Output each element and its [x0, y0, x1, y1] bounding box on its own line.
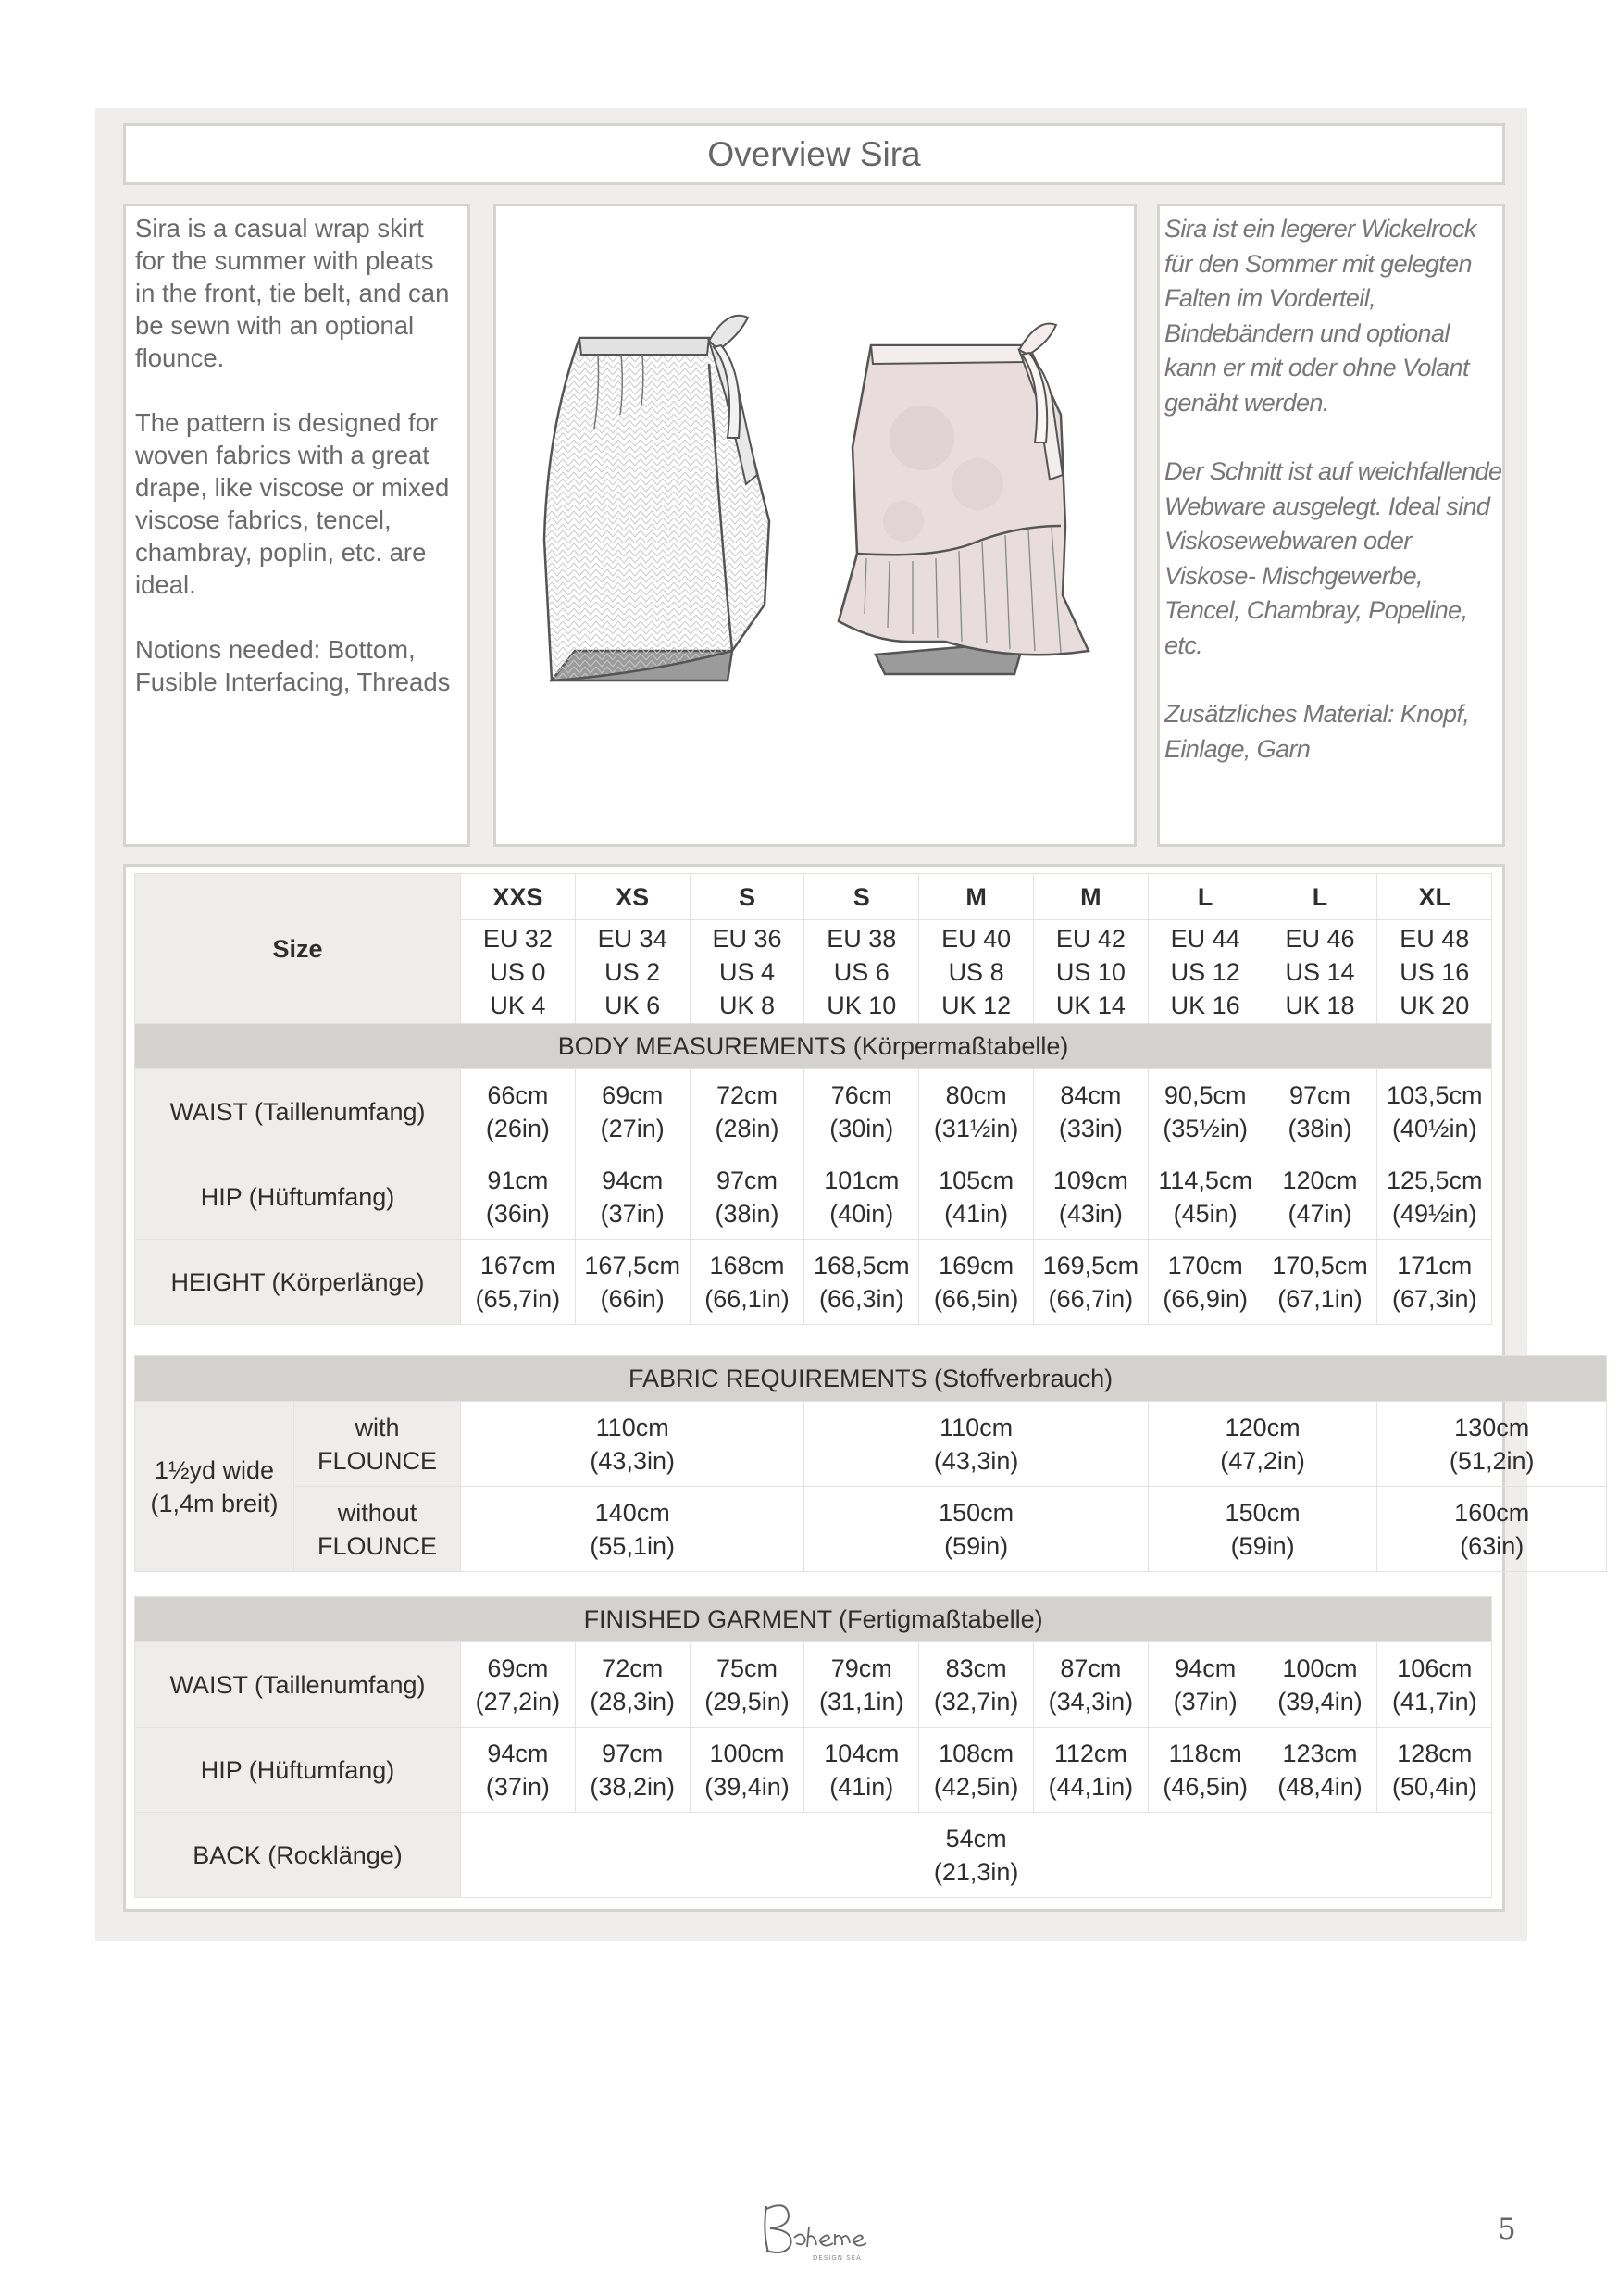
size-conversion — [1033, 920, 1148, 1024]
measurement-value — [804, 1154, 919, 1240]
cell-text: UK 10 — [827, 991, 897, 1019]
cell-text: 83cm — [945, 1653, 1007, 1682]
size-letter — [1033, 874, 1148, 920]
fabric-value — [804, 1487, 1148, 1572]
cell-text: (67,1in) — [1277, 1284, 1363, 1313]
cell-text: XL — [1418, 882, 1451, 911]
size-letter — [804, 874, 919, 920]
cell-text: 90,5cm — [1164, 1080, 1247, 1109]
cell-text: 150cm — [1225, 1498, 1301, 1527]
flounce-label — [294, 1402, 461, 1487]
cell-text: BACK (Rocklänge) — [193, 1841, 403, 1869]
cell-text: 123cm — [1282, 1739, 1358, 1767]
measurement-value — [919, 1728, 1034, 1813]
cell-text: 100cm — [709, 1739, 785, 1767]
fabric-value — [804, 1402, 1148, 1487]
skirt-illustrations — [496, 206, 1134, 844]
cell-text: UK 6 — [604, 991, 661, 1019]
size-letter — [575, 874, 690, 920]
cell-text: (44,1in) — [1048, 1772, 1134, 1801]
measurement-label — [135, 1069, 461, 1154]
cell-text: (41,7in) — [1392, 1687, 1477, 1716]
cell-text: (26in) — [485, 1114, 550, 1142]
cell-text: EU 34 — [597, 924, 667, 953]
cell-text: L — [1312, 882, 1328, 911]
cell-text: 140cm — [594, 1498, 670, 1527]
cell-text: 94cm — [602, 1166, 664, 1194]
cell-text: 69cm — [487, 1653, 549, 1682]
cell-text: 105cm — [939, 1166, 1014, 1194]
measurement-value — [1263, 1642, 1377, 1728]
body-measurement-row — [135, 1069, 1492, 1154]
cell-text: Size — [272, 934, 323, 963]
size-conversion — [461, 920, 576, 1024]
measurement-value — [690, 1728, 804, 1813]
cell-text: (46,5in) — [1163, 1772, 1248, 1801]
fabric-requirements-heading — [135, 1356, 1607, 1402]
fabric-row — [135, 1487, 1607, 1572]
cell-text: S — [738, 882, 755, 911]
cell-text: 169cm — [939, 1251, 1014, 1279]
cell-text: US 0 — [490, 957, 546, 986]
measurement-value — [1033, 1240, 1148, 1325]
measurement-value — [804, 1069, 919, 1154]
cell-text: (66in) — [600, 1284, 665, 1313]
cell-text: EU 40 — [941, 924, 1012, 953]
measurement-value — [690, 1069, 804, 1154]
size-conversion — [804, 920, 919, 1024]
german-paragraph: Sira ist ein legerer Wickelrock für den Sommer mit gelegten Falten im Vorderteil, Bindebändern und optional kann er mit oder ohne Volant genäht werden. — [1164, 215, 1476, 417]
fabric-value — [1148, 1402, 1377, 1487]
size-letter — [1377, 874, 1492, 920]
size-label — [135, 874, 461, 1024]
cell-text: EU 36 — [712, 924, 782, 953]
cell-text: (41in) — [829, 1772, 894, 1801]
measurement-value — [1033, 1642, 1148, 1728]
cell-text: 101cm — [824, 1166, 900, 1194]
measurement-value — [1377, 1642, 1492, 1728]
cell-text: 106cm — [1397, 1653, 1473, 1682]
skirt-plain-illustration — [544, 316, 769, 680]
cell-text: (42,5in) — [933, 1772, 1019, 1801]
measurement-value — [461, 1642, 576, 1728]
cell-text: (37in) — [485, 1772, 550, 1801]
cell-text: (34,3in) — [1048, 1687, 1134, 1716]
garment-back-row — [135, 1813, 1492, 1898]
measurement-value — [461, 1154, 576, 1240]
cell-text: US 4 — [718, 957, 775, 986]
size-letter — [1148, 874, 1263, 920]
measurement-value — [804, 1728, 919, 1813]
cell-text: 97cm — [1288, 1080, 1350, 1109]
cell-text: (28,3in) — [590, 1687, 675, 1716]
cell-text: (55,1in) — [590, 1531, 675, 1560]
size-letter — [690, 874, 804, 920]
cell-text: 54cm — [945, 1824, 1007, 1853]
cell-text: 128cm — [1397, 1739, 1473, 1767]
cell-text: (27,2in) — [475, 1687, 561, 1716]
body-heading-row — [135, 1024, 1492, 1069]
size-conversion — [690, 920, 804, 1024]
size-conversion — [1263, 920, 1377, 1024]
measurement-value — [575, 1240, 690, 1325]
measurement-value — [690, 1154, 804, 1240]
cell-text: with — [355, 1413, 400, 1441]
measurement-value — [1033, 1154, 1148, 1240]
cell-text: (30in) — [829, 1114, 894, 1142]
skirt-flounce-illustration — [839, 324, 1089, 674]
cell-text: 1½yd wide — [154, 1455, 275, 1484]
size-letter — [461, 874, 576, 920]
measurement-value — [461, 1240, 576, 1325]
english-paragraph: The pattern is designed for woven fabrics with a great drape, like viscose or mixed viscose fabrics, tencel, chambray, poplin, etc. are ideal. — [135, 408, 450, 599]
measurement-value — [461, 1728, 576, 1813]
cell-text: US 8 — [948, 957, 1004, 986]
measurement-value — [1148, 1642, 1263, 1728]
cell-text: 94cm — [487, 1739, 549, 1767]
cell-text: UK 20 — [1400, 991, 1470, 1019]
cell-text: 94cm — [1175, 1653, 1237, 1682]
cell-text: 109cm — [1052, 1166, 1128, 1194]
cell-text: (38,2in) — [590, 1772, 675, 1801]
measurement-value — [804, 1240, 919, 1325]
cell-text: (33in) — [1058, 1114, 1123, 1142]
cell-text: US 16 — [1400, 957, 1470, 986]
cell-text: (43,3in) — [590, 1446, 675, 1475]
cell-text: 120cm — [1282, 1166, 1358, 1194]
cell-text: FABRIC REQUIREMENTS (Stoffverbrauch) — [628, 1365, 1114, 1392]
cell-text: (21,3in) — [933, 1857, 1019, 1886]
svg-text:DESIGN SEA: DESIGN SEA — [813, 2254, 862, 2262]
cell-text: 114,5cm — [1158, 1166, 1252, 1194]
finished-garment-heading — [135, 1597, 1492, 1642]
measurement-value — [919, 1154, 1034, 1240]
cell-text: EU 48 — [1400, 924, 1470, 953]
cell-text: (47in) — [1288, 1199, 1352, 1228]
measurement-value — [919, 1069, 1034, 1154]
cell-text: 72cm — [602, 1653, 664, 1682]
measurement-value — [1377, 1069, 1492, 1154]
cell-text: HEIGHT (Körperlänge) — [170, 1267, 425, 1296]
measurement-value — [461, 1069, 576, 1154]
cell-text: (32,7in) — [933, 1687, 1019, 1716]
measurement-value — [690, 1240, 804, 1325]
cell-text: 110cm — [940, 1413, 1014, 1441]
cell-text: (43,3in) — [933, 1446, 1019, 1475]
cell-text: 168cm — [709, 1251, 785, 1279]
cell-text: 104cm — [824, 1739, 900, 1767]
cell-text: 167cm — [479, 1251, 555, 1279]
cell-text: (38in) — [715, 1199, 779, 1228]
body-measurement-row — [135, 1154, 1492, 1240]
cell-text: (45in) — [1173, 1199, 1238, 1228]
cell-text: (66,9in) — [1163, 1284, 1248, 1313]
cell-text: (39,4in) — [704, 1772, 790, 1801]
fabric-value — [461, 1402, 804, 1487]
cell-text: 125,5cm — [1386, 1166, 1483, 1194]
cell-text: 168,5cm — [814, 1251, 910, 1279]
fabric-value — [461, 1487, 804, 1572]
german-description — [1157, 204, 1505, 847]
garment-heading-row — [135, 1597, 1492, 1642]
cell-text: 160cm — [1454, 1498, 1530, 1527]
cell-text: 170cm — [1167, 1251, 1243, 1279]
cell-text: (59in) — [944, 1531, 1009, 1560]
size-conversion — [1148, 920, 1263, 1024]
english-description — [123, 204, 470, 847]
cell-text: (65,7in) — [475, 1284, 561, 1313]
cell-text: FLOUNCE — [317, 1446, 437, 1475]
measurement-value — [1148, 1728, 1263, 1813]
cell-text: (38in) — [1288, 1114, 1352, 1142]
garment-measurement-row — [135, 1728, 1492, 1813]
cell-text: 91cm — [487, 1166, 549, 1194]
cell-text: 169,5cm — [1042, 1251, 1139, 1279]
measurement-label — [135, 1728, 461, 1813]
cell-text: (41in) — [944, 1199, 1009, 1228]
cell-text: EU 46 — [1285, 924, 1355, 953]
measurement-value — [1263, 1728, 1377, 1813]
cell-text: 118cm — [1168, 1739, 1242, 1767]
measurement-label — [135, 1642, 461, 1728]
cell-text: S — [853, 882, 870, 911]
cell-text: (48,4in) — [1277, 1772, 1363, 1801]
skirt-illustration-panel — [493, 204, 1137, 847]
cell-text: (31,1in) — [819, 1687, 904, 1716]
measurement-label — [135, 1240, 461, 1325]
cell-text: (59in) — [1230, 1531, 1295, 1560]
cell-text: 84cm — [1060, 1080, 1122, 1109]
cell-text: 76cm — [830, 1080, 892, 1109]
cell-text: US 2 — [604, 957, 661, 986]
fabric-value — [1148, 1487, 1377, 1572]
garment-table — [134, 1596, 1492, 1898]
size-conversion — [575, 920, 690, 1024]
cell-text: 97cm — [602, 1739, 664, 1767]
cell-text: (67,3in) — [1392, 1284, 1477, 1313]
boheme-logo — [750, 2190, 879, 2264]
cell-text: US 6 — [833, 957, 890, 986]
cell-text: (31½in) — [933, 1114, 1019, 1142]
cell-text: (66,1in) — [704, 1284, 790, 1313]
cell-text: (47,2in) — [1220, 1446, 1305, 1475]
fabric-value — [1377, 1487, 1607, 1572]
cell-text: 79cm — [830, 1653, 892, 1682]
cell-text: HIP (Hüftumfang) — [200, 1182, 395, 1211]
measurement-value — [1033, 1069, 1148, 1154]
cell-text: BODY MEASUREMENTS (Körpermaßtabelle) — [557, 1032, 1069, 1060]
cell-text: (40½in) — [1392, 1114, 1477, 1142]
measurement-value — [804, 1642, 919, 1728]
cell-text: 108cm — [939, 1739, 1014, 1767]
cell-text: (39,4in) — [1277, 1687, 1363, 1716]
size-letter — [1263, 874, 1377, 920]
flounce-label — [294, 1487, 461, 1572]
cell-text: (40in) — [829, 1199, 894, 1228]
cell-text: 110cm — [595, 1413, 669, 1441]
cell-text: 66cm — [487, 1080, 549, 1109]
cell-text: (43in) — [1058, 1199, 1123, 1228]
cell-text: US 14 — [1285, 957, 1355, 986]
cell-text: EU 38 — [827, 924, 897, 953]
cell-text: EU 32 — [482, 924, 553, 953]
cell-text: 103,5cm — [1386, 1080, 1483, 1109]
cell-text: UK 14 — [1055, 991, 1126, 1019]
cell-text: 69cm — [602, 1080, 664, 1109]
cell-text: FLOUNCE — [317, 1531, 437, 1560]
cell-text: (49½in) — [1392, 1199, 1477, 1228]
measurement-value — [1033, 1728, 1148, 1813]
cell-text: 150cm — [939, 1498, 1014, 1527]
fabric-value — [1377, 1402, 1607, 1487]
measurement-value — [1377, 1728, 1492, 1813]
cell-text: 75cm — [716, 1653, 778, 1682]
cell-text: L — [1197, 882, 1214, 911]
measurement-value — [575, 1642, 690, 1728]
cell-text: UK 4 — [490, 991, 546, 1019]
cell-text: 171cm — [1397, 1251, 1473, 1279]
cell-text: UK 12 — [941, 991, 1012, 1019]
cell-text: XXS — [492, 882, 543, 911]
cell-text: WAIST (Taillenumfang) — [169, 1670, 426, 1699]
measurement-value — [1377, 1154, 1492, 1240]
english-paragraph: Notions needed: Bottom, Fusible Interfacing, Threads — [135, 635, 451, 696]
cell-text: (66,7in) — [1048, 1284, 1134, 1313]
cell-text: (1,4m breit) — [150, 1489, 279, 1517]
cell-text: M — [965, 882, 987, 911]
measurement-value — [1377, 1240, 1492, 1325]
measurement-value — [1263, 1154, 1377, 1240]
cell-text: 167,5cm — [584, 1251, 680, 1279]
size-letter-row — [135, 874, 1492, 920]
measurement-value — [690, 1642, 804, 1728]
cell-text: 100cm — [1282, 1653, 1358, 1682]
measurement-value — [575, 1069, 690, 1154]
cell-text: (36in) — [485, 1199, 550, 1228]
measurement-value — [1263, 1240, 1377, 1325]
cell-text: without — [337, 1498, 417, 1527]
size-conversion — [919, 920, 1034, 1024]
cell-text: (35½in) — [1163, 1114, 1248, 1142]
cell-text: 87cm — [1060, 1653, 1122, 1682]
fabric-row — [135, 1402, 1607, 1487]
cell-text: UK 18 — [1285, 991, 1355, 1019]
cell-text: EU 44 — [1170, 924, 1240, 953]
cell-text: 97cm — [716, 1166, 778, 1194]
cell-text: 80cm — [945, 1080, 1007, 1109]
cell-text: 72cm — [716, 1080, 778, 1109]
measurement-value — [1148, 1069, 1263, 1154]
page-title: Overview Sira — [123, 123, 1505, 185]
cell-text: (28in) — [715, 1114, 779, 1142]
english-paragraph: Sira is a casual wrap skirt for the summer with pleats in the front, tie belt, and can be sewn with an optional flounce. — [135, 214, 450, 372]
cell-text: M — [1080, 882, 1101, 911]
measurement-value — [575, 1728, 690, 1813]
cell-text: (29,5in) — [704, 1687, 790, 1716]
measurement-label — [135, 1813, 461, 1898]
cell-text: XS — [616, 882, 650, 911]
cell-text: EU 42 — [1055, 924, 1126, 953]
cell-text: WAIST (Taillenumfang) — [169, 1097, 426, 1126]
measurement-value — [919, 1240, 1034, 1325]
cell-text: (37in) — [600, 1199, 665, 1228]
cell-text: (37in) — [1173, 1687, 1238, 1716]
measurement-value — [1148, 1240, 1263, 1325]
garment-measurement-row — [135, 1642, 1492, 1728]
cell-text: (66,5in) — [933, 1284, 1019, 1313]
german-paragraph: Zusätzliches Material: Knopf, Einlage, Garn — [1164, 700, 1470, 763]
german-paragraph: Der Schnitt ist auf weichfallende Webware ausgelegt. Ideal sind Viskosewebwaren oder Viskose- Mischgewerbe, Tencel, Chambray, Popeline, etc. — [1164, 457, 1502, 659]
size-conversion — [1377, 920, 1492, 1024]
cell-text: FINISHED GARMENT (Fertigmaßtabelle) — [583, 1605, 1043, 1633]
cell-text: (66,3in) — [819, 1284, 904, 1313]
fabric-table — [134, 1355, 1607, 1572]
cell-text: (27in) — [600, 1114, 665, 1142]
fabric-width-label — [135, 1402, 294, 1572]
measurement-value — [1148, 1154, 1263, 1240]
size-letter — [919, 874, 1034, 920]
cell-text: UK 16 — [1170, 991, 1240, 1019]
cell-text: (51,2in) — [1449, 1446, 1535, 1475]
page-number: 5 — [1498, 2213, 1516, 2246]
body-measurement-row — [135, 1240, 1492, 1325]
cell-text: US 10 — [1055, 957, 1126, 986]
measurement-value — [575, 1154, 690, 1240]
cell-text: (63in) — [1460, 1531, 1525, 1560]
measurement-value — [1263, 1069, 1377, 1154]
cell-text: HIP (Hüftumfang) — [200, 1755, 395, 1784]
cell-text: (50,4in) — [1392, 1772, 1477, 1801]
cell-text: 130cm — [1454, 1413, 1530, 1441]
fabric-heading-row — [135, 1356, 1607, 1402]
cell-text: 120cm — [1225, 1413, 1301, 1441]
body-measurements-heading — [135, 1024, 1492, 1069]
measurement-value — [919, 1642, 1034, 1728]
cell-text: US 12 — [1170, 957, 1240, 986]
back-length-value — [461, 1813, 1492, 1898]
cell-text: 170,5cm — [1272, 1251, 1368, 1279]
cell-text: 112cm — [1053, 1739, 1127, 1767]
size-body-table — [134, 873, 1492, 1325]
measurement-label — [135, 1154, 461, 1240]
cell-text: UK 8 — [718, 991, 775, 1019]
